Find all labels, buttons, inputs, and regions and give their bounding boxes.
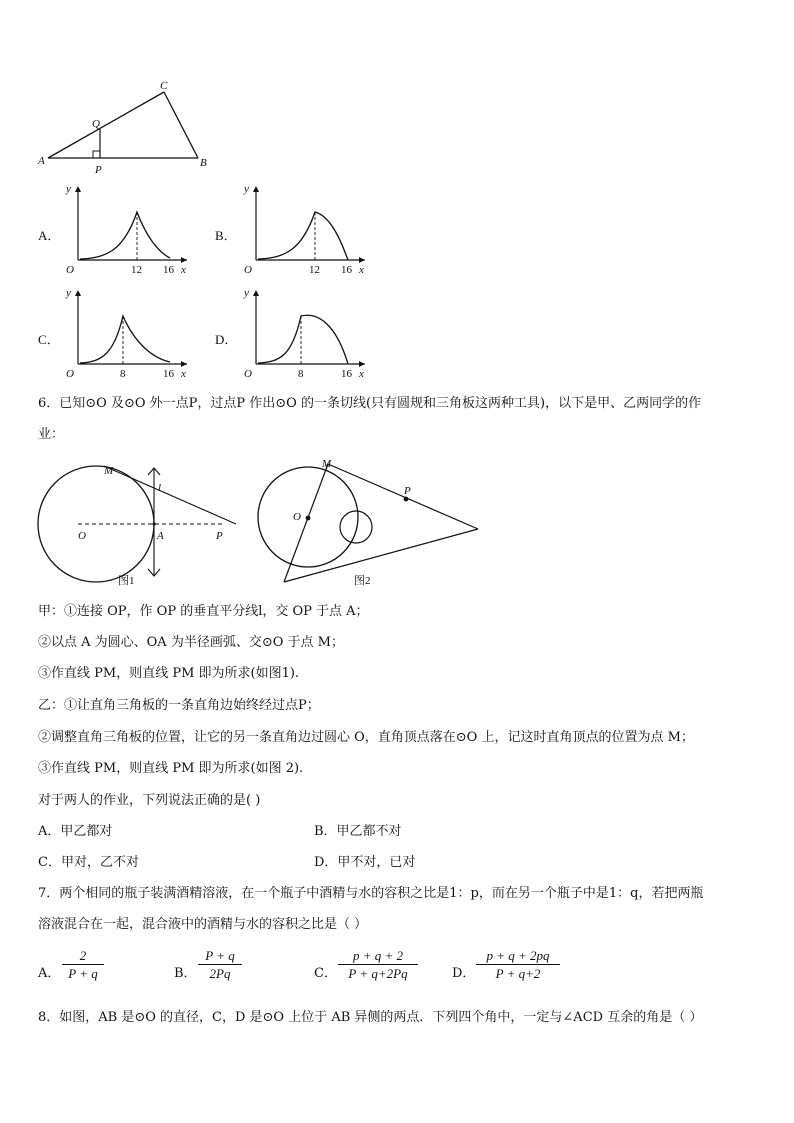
graph-d-x-label: x — [359, 368, 364, 380]
graph-d-tick-1: 8 — [298, 368, 304, 380]
graph-option-c — [62, 284, 192, 382]
graph-b-y-label: y — [244, 183, 249, 195]
graph-b-x-label: x — [359, 264, 364, 276]
graph-a-x-label: x — [181, 264, 186, 276]
label-b: B — [200, 157, 207, 169]
label-p: P — [95, 164, 102, 176]
q7-option-b-numerator: P + q — [198, 948, 242, 965]
q6-choice-b[interactable]: B．甲乙都不对 — [314, 824, 402, 839]
fig2-label-m: M — [322, 458, 332, 470]
q7-option-d-label[interactable]: D． — [452, 966, 476, 981]
graph-a-origin: O — [66, 264, 74, 276]
q7-option-c-label[interactable]: C． — [314, 966, 337, 981]
fig1-caption: 图1 — [118, 575, 135, 587]
graph-option-d — [240, 284, 370, 382]
q7-option-b-fraction[interactable] — [198, 948, 242, 982]
graph-c-origin: O — [66, 368, 74, 380]
fig2-label-o: O — [293, 511, 301, 523]
q6-stem-line2: 业： — [38, 427, 65, 442]
q7-option-a-fraction[interactable] — [62, 948, 104, 982]
fig1-label-l: l — [158, 482, 162, 494]
fig1-label-a: A — [157, 530, 164, 542]
graph-c-x-label: x — [181, 368, 186, 380]
q6-choice-c[interactable]: C．甲对，乙不对 — [38, 855, 139, 870]
q7-option-a-numerator: 2 — [62, 948, 104, 965]
fig1-label-m: M — [104, 465, 114, 477]
graph-a-y-label: y — [66, 183, 71, 195]
graph-option-a-label: A． — [38, 228, 61, 243]
graph-b-tick-1: 12 — [309, 264, 320, 276]
q6-choice-d[interactable]: D．甲不对，已对 — [314, 855, 416, 870]
q6-figure-2 — [256, 452, 486, 588]
graph-b-tick-2: 16 — [341, 264, 352, 276]
label-q: Q — [92, 118, 100, 130]
graph-d-y-label: y — [244, 287, 249, 299]
graph-c-y-label: y — [66, 287, 71, 299]
q7-option-b-label[interactable]: B． — [174, 966, 197, 981]
q6-jia-step2: ②以点 A 为圆心、OA 为半径画弧、交⊙O 于点 M； — [38, 635, 344, 650]
graph-option-c-label: C． — [38, 332, 60, 347]
graph-b-origin: O — [244, 264, 252, 276]
q6-yi-step1: 乙：①让直角三角板的一条直角边始终经过点P； — [38, 698, 320, 713]
graph-option-d-label: D． — [215, 332, 238, 347]
q7-option-a-denominator: P + q — [68, 966, 98, 981]
q6-stem-line1: 6．已知⊙O 及⊙O 外一点P，过点P 作出⊙O 的一条切线(只有圆规和三角板这两种工具)，以下是甲、乙两同学的作 — [38, 396, 702, 411]
triangle-figure — [36, 80, 216, 178]
graph-option-a — [62, 180, 192, 278]
q6-figure-1 — [36, 458, 246, 588]
q6-question: 对于两人的作业，下列说法正确的是( ) — [38, 793, 261, 808]
q7-stem-line2: 溶液混合在一起，混合液中的酒精与水的容积之比是（ ） — [38, 917, 368, 932]
q6-jia-step1: 甲：①连接 OP，作 OP 的垂直平分线l，交 OP 于点 A； — [38, 604, 369, 619]
graph-c-tick-1: 8 — [120, 368, 126, 380]
q7-option-d-denominator: P + q+2 — [495, 966, 541, 981]
q8-stem: 8．如图，AB 是⊙O 的直径，C，D 是⊙O 上位于 AB 异侧的两点．下列四个角中，一定与∠ACD 互余的角是（ ） — [38, 1010, 703, 1025]
graph-d-tick-2: 16 — [341, 368, 352, 380]
fig2-caption: 图2 — [354, 575, 371, 587]
q6-yi-step2: ②调整直角三角板的位置，让它的另一条直角边过圆心 O，直角顶点落在⊙O 上，记这时直角顶点的位置为点 M； — [38, 730, 694, 745]
graph-d-origin: O — [244, 368, 252, 380]
q7-option-c-numerator: p + q + 2 — [338, 948, 418, 965]
fig1-label-o: O — [78, 530, 86, 542]
graph-a-tick-2: 16 — [163, 264, 174, 276]
graph-a-tick-1: 12 — [131, 264, 142, 276]
q6-yi-step3: ③作直线 PM，则直线 PM 即为所求(如图 2). — [38, 761, 304, 776]
graph-option-b-label: B． — [215, 228, 237, 243]
q7-option-d-numerator: p + q + 2pq — [476, 948, 560, 965]
label-a: A — [38, 155, 45, 167]
label-c: C — [160, 80, 168, 92]
q7-option-a-label[interactable]: A． — [38, 966, 61, 981]
q6-choice-a[interactable]: A．甲乙都对 — [38, 824, 113, 839]
graph-option-b — [240, 180, 370, 278]
fig1-label-p: P — [216, 530, 223, 542]
graph-c-tick-2: 16 — [163, 368, 174, 380]
q7-option-b-denominator: 2Pq — [209, 966, 231, 981]
q7-option-c-denominator: P + q+2Pq — [348, 966, 408, 981]
q7-stem-line1: 7．两个相同的瓶子装满酒精溶液，在一个瓶子中酒精与水的容积之比是1：p，而在另一个瓶子中是1：q，若把两瓶 — [38, 886, 704, 901]
q7-option-d-fraction[interactable] — [476, 948, 560, 982]
fig2-label-p: P — [404, 485, 411, 497]
q6-jia-step3: ③作直线 PM，则直线 PM 即为所求(如图1). — [38, 666, 300, 681]
q7-option-c-fraction[interactable] — [338, 948, 418, 982]
